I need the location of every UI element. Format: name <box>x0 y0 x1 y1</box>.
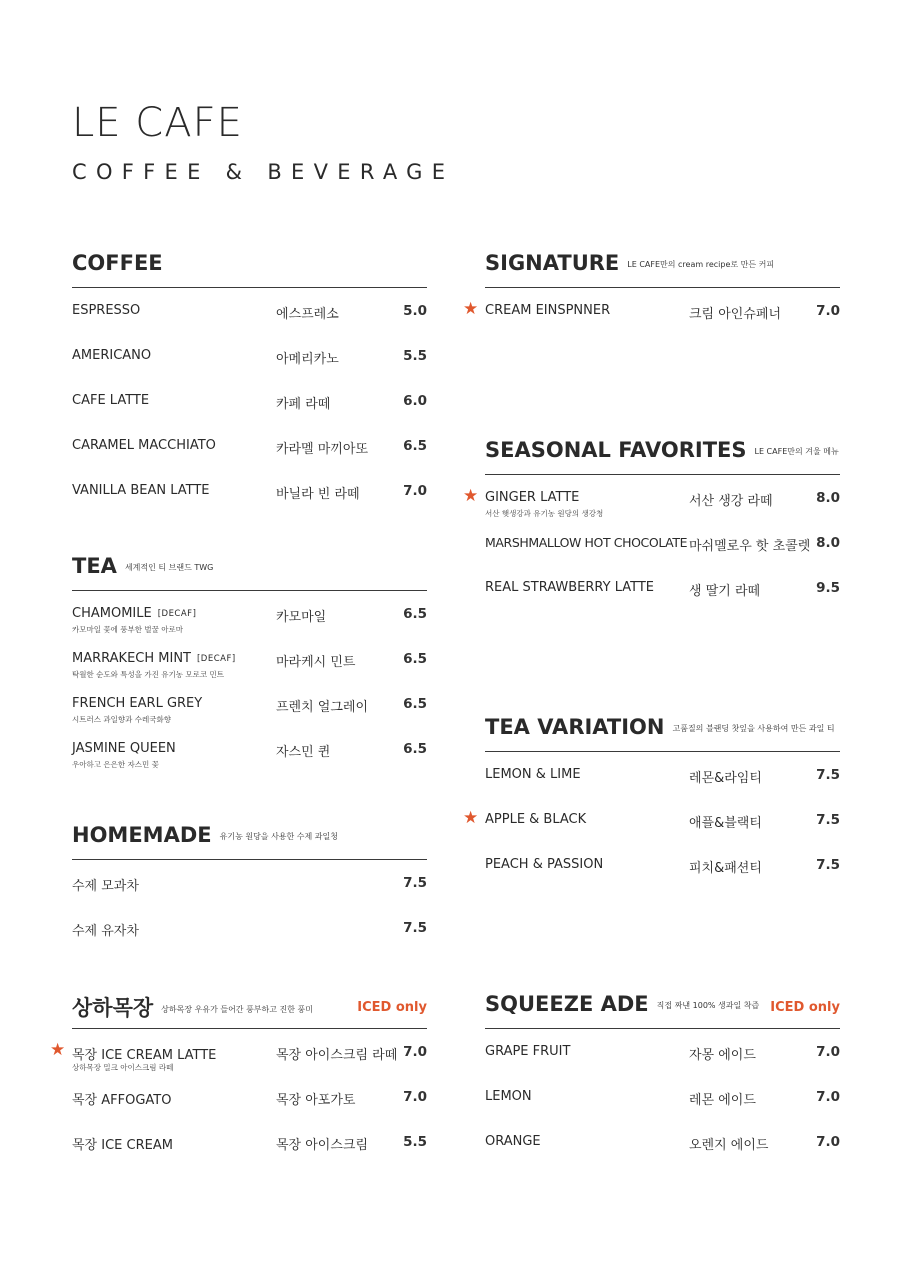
section-seasonal <box>463 433 840 623</box>
item-description: 서산 햇생강과 유기농 원당의 생강청 <box>485 509 604 518</box>
menu-item <box>50 1040 427 1087</box>
item-korean-name: 목장 아이스크림 <box>276 1138 369 1153</box>
item-name: VANILLA BEAN LATTE <box>72 483 210 498</box>
item-korean-name: 크림 아인슈페너 <box>689 307 782 322</box>
section-homemade <box>72 818 427 963</box>
item-price: 7.5 <box>816 857 840 873</box>
section-tea-variation <box>463 710 840 900</box>
section-header <box>485 710 840 752</box>
section-subtitle: 고품질의 블랜딩 찻잎을 사용하여 만든 과일 티 <box>672 724 835 733</box>
menu-list <box>463 475 840 623</box>
item-name: JASMINE QUEEN <box>72 741 176 756</box>
star-icon: ★ <box>463 486 479 505</box>
star-icon: ★ <box>50 1040 66 1059</box>
item-name <box>72 651 236 666</box>
section-title-text: 상하목장 <box>72 996 154 1020</box>
section-header <box>485 246 840 288</box>
decaf-tag: [DECAF] <box>157 609 197 619</box>
section-title-text: HOMEMADE <box>72 823 212 847</box>
section-subtitle: 세계적인 티 브랜드 TWG <box>124 563 214 572</box>
menu-item <box>72 694 427 739</box>
section-subtitle: 상하목장 우유가 들어간 풍부하고 진한 풍미 <box>161 1005 313 1014</box>
iced-only-badge: ICED only <box>357 1000 427 1015</box>
menu-list <box>463 288 840 346</box>
item-name: 수제 모과차 <box>72 879 139 894</box>
section-title <box>72 554 213 578</box>
item-price: 7.0 <box>816 1134 840 1150</box>
item-name: LEMON & LIME <box>485 767 581 782</box>
section-title <box>485 715 835 739</box>
item-name-text: CHAMOMILE <box>72 606 152 621</box>
item-description: 상하목장 밀크 아이스크림 라떼 <box>72 1063 174 1072</box>
item-description: 우아하고 은은한 자스민 꽃 <box>72 760 159 769</box>
item-name: GINGER LATTE <box>485 490 580 505</box>
item-korean-name: 레몬 에이드 <box>689 1093 756 1108</box>
item-name: APPLE & BLACK <box>485 812 587 827</box>
menu-item <box>72 918 427 963</box>
section-subtitle: 유기농 원당을 사용한 수제 과일청 <box>219 832 338 841</box>
menu-item <box>485 1042 840 1087</box>
menu-list <box>485 1029 840 1177</box>
item-name: ESPRESSO <box>72 303 141 318</box>
menu-item <box>72 739 427 784</box>
section-title <box>72 251 163 275</box>
menu-list <box>50 1029 427 1177</box>
menu-list <box>72 591 427 784</box>
item-korean-name: 아메리카노 <box>276 352 339 367</box>
item-name: 목장 ICE CREAM LATTE <box>72 1048 217 1063</box>
logo: LE CAFE <box>72 100 243 146</box>
menu-item <box>485 855 840 900</box>
brand-subtitle: COFFEE & BEVERAGE <box>72 160 455 184</box>
item-price: 7.0 <box>403 1089 427 1105</box>
item-korean-name: 자스민 퀸 <box>276 745 331 760</box>
item-korean-name: 목장 아포가토 <box>276 1093 356 1108</box>
menu-item <box>485 533 840 578</box>
decaf-tag: [DECAF] <box>196 654 236 664</box>
item-price: 7.0 <box>403 1044 427 1060</box>
section-title-text: SQUEEZE ADE <box>485 992 649 1016</box>
menu-item <box>485 1087 840 1132</box>
item-name: 수제 유자차 <box>72 924 139 939</box>
section-title <box>72 823 338 847</box>
section-sangha <box>50 987 427 1177</box>
item-name: 목장 ICE CREAM <box>72 1138 173 1153</box>
iced-only-badge: ICED only <box>770 1000 840 1015</box>
item-price: 7.0 <box>816 1044 840 1060</box>
section-title-text: SIGNATURE <box>485 251 620 275</box>
item-korean-name: 에스프레소 <box>276 307 339 322</box>
menu-item <box>485 578 840 623</box>
section-subtitle: LE CAFE만의 겨울 메뉴 <box>754 447 839 456</box>
menu-item <box>72 346 427 391</box>
item-korean-name: 마쉬멜로우 핫 초콜렛 <box>689 539 811 554</box>
section-title <box>485 438 839 462</box>
section-header <box>72 987 427 1029</box>
item-name <box>72 606 196 621</box>
item-description: 탁월한 순도와 특성을 가진 유기농 모로코 민트 <box>72 670 224 679</box>
item-price: 6.0 <box>403 393 427 409</box>
item-name: AMERICANO <box>72 348 152 363</box>
menu-item <box>72 1132 427 1177</box>
section-coffee <box>72 246 427 526</box>
menu-item <box>72 481 427 526</box>
item-price: 7.5 <box>403 875 427 891</box>
section-subtitle: 직접 짜낸 100% 생과일 착즙 <box>656 1001 760 1010</box>
item-korean-name: 바닐라 빈 라떼 <box>276 487 360 502</box>
item-korean-name: 카모마일 <box>276 610 327 625</box>
section-header <box>72 549 427 591</box>
menu-item <box>463 486 840 533</box>
menu-list <box>463 752 840 900</box>
item-price: 6.5 <box>403 651 427 667</box>
section-title-text: TEA <box>72 554 117 578</box>
item-price: 7.0 <box>403 483 427 499</box>
menu-item <box>72 604 427 649</box>
menu-item <box>72 1087 427 1132</box>
section-title-text: TEA VARIATION <box>485 715 665 739</box>
section-subtitle: LE CAFE만의 cream recipe로 만든 커피 <box>627 260 775 269</box>
menu-item <box>463 299 840 346</box>
item-korean-name: 서산 생강 라떼 <box>689 494 773 509</box>
item-korean-name: 레몬&라임티 <box>689 771 762 786</box>
menu-item <box>72 301 427 346</box>
item-price: 7.5 <box>816 767 840 783</box>
item-price: 6.5 <box>403 438 427 454</box>
item-name: CARAMEL MACCHIATO <box>72 438 216 453</box>
menu-item <box>485 765 840 810</box>
section-title <box>72 992 313 1022</box>
item-name: FRENCH EARL GREY <box>72 696 203 711</box>
item-korean-name: 오렌지 에이드 <box>689 1138 769 1153</box>
section-header <box>72 818 427 860</box>
item-name-text: MARRAKECH MINT <box>72 651 191 666</box>
item-price: 6.5 <box>403 741 427 757</box>
item-price: 7.5 <box>403 920 427 936</box>
item-description: 시트러스 과일향과 수레국화향 <box>72 715 171 724</box>
item-description: 카모마일 꽃에 풍부한 벌꿀 아로마 <box>72 625 183 634</box>
item-korean-name: 자몽 에이드 <box>689 1048 756 1063</box>
menu-list <box>72 860 427 963</box>
item-korean-name: 카라멜 마끼아또 <box>276 442 369 457</box>
item-name: 목장 AFFOGATO <box>72 1093 172 1108</box>
item-price: 7.0 <box>816 1089 840 1105</box>
item-korean-name: 프렌치 얼그레이 <box>276 700 369 715</box>
menu-item <box>72 436 427 481</box>
menu-item <box>72 873 427 918</box>
item-price: 5.5 <box>403 1134 427 1150</box>
item-price: 8.0 <box>816 535 840 551</box>
item-price: 9.5 <box>816 580 840 596</box>
item-name: CREAM EINSPNNER <box>485 303 611 318</box>
item-price: 6.5 <box>403 606 427 622</box>
menu-item <box>72 649 427 694</box>
section-header <box>485 987 840 1029</box>
section-title <box>485 251 774 275</box>
menu-item <box>485 1132 840 1177</box>
section-title-text: COFFEE <box>72 251 163 275</box>
section-title <box>485 992 759 1016</box>
item-price: 6.5 <box>403 696 427 712</box>
menu-item <box>463 808 840 855</box>
item-price: 5.5 <box>403 348 427 364</box>
section-header <box>485 433 840 475</box>
item-price: 7.5 <box>816 812 840 828</box>
item-price: 7.0 <box>816 303 840 319</box>
item-name: GRAPE FRUIT <box>485 1044 571 1059</box>
item-name: MARSHMALLOW HOT CHOCOLATE <box>485 535 688 550</box>
section-header <box>72 246 427 288</box>
item-korean-name: 생 딸기 라떼 <box>689 584 761 599</box>
item-name: CAFE LATTE <box>72 393 150 408</box>
item-korean-name: 애플&블랙티 <box>689 816 762 831</box>
item-korean-name: 카페 라떼 <box>276 397 331 412</box>
section-tea <box>72 549 427 784</box>
item-name: LEMON <box>485 1089 532 1104</box>
item-price: 5.0 <box>403 303 427 319</box>
menu-list <box>72 288 427 526</box>
section-title-text: SEASONAL FAVORITES <box>485 438 747 462</box>
section-signature <box>463 246 840 346</box>
item-name: ORANGE <box>485 1134 541 1149</box>
item-korean-name: 피치&패션티 <box>689 861 762 876</box>
section-squeeze-ade <box>485 987 840 1177</box>
item-korean-name: 마라케시 민트 <box>276 655 356 670</box>
item-name: REAL STRAWBERRY LATTE <box>485 580 654 595</box>
star-icon: ★ <box>463 299 479 318</box>
menu-item <box>72 391 427 436</box>
item-korean-name: 목장 아이스크림 라떼 <box>276 1048 398 1063</box>
star-icon: ★ <box>463 808 479 827</box>
item-name: PEACH & PASSION <box>485 857 604 872</box>
item-price: 8.0 <box>816 490 840 506</box>
